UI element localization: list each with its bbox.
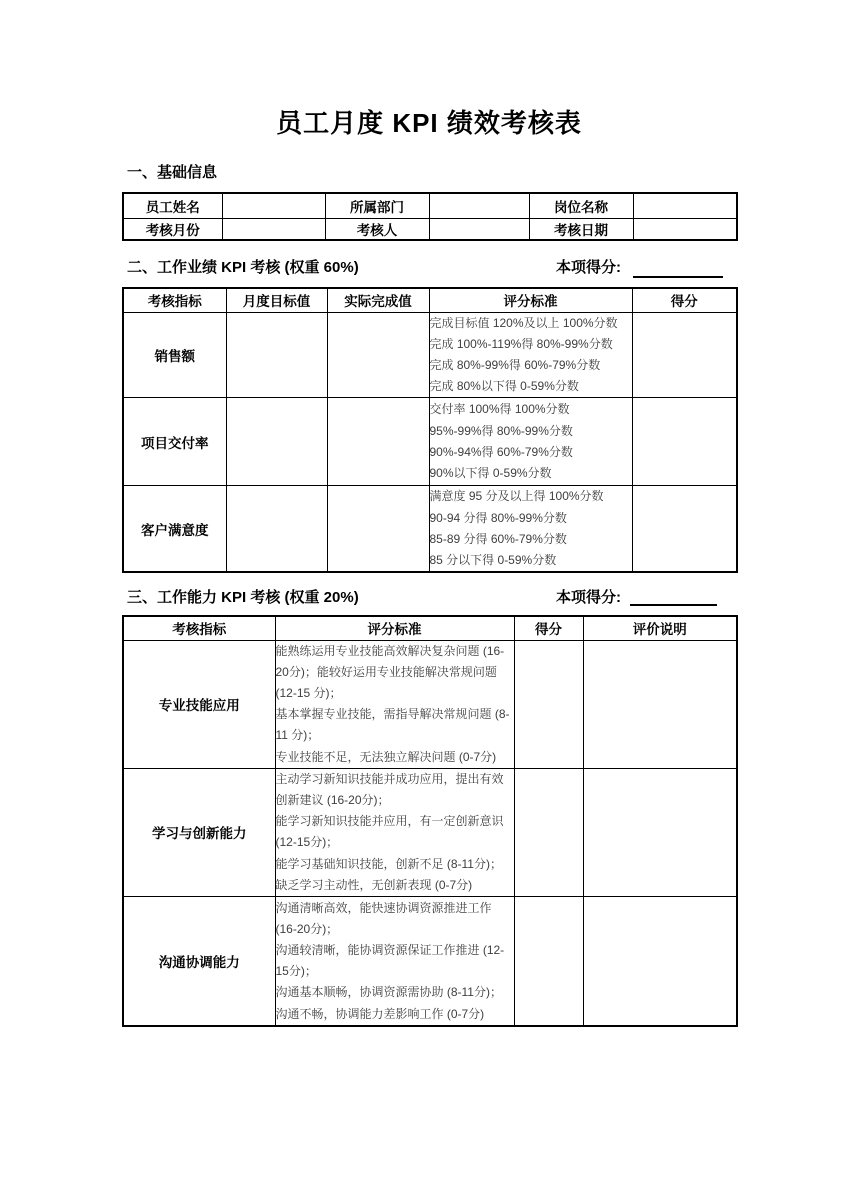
criteria-line: 90-94 分得 80%-99%分数 bbox=[429, 510, 567, 525]
review-date-label: 考核日期 bbox=[529, 218, 633, 240]
col-criteria: 评分标准 bbox=[275, 616, 514, 640]
table-row bbox=[123, 640, 737, 768]
criteria-line: 完成 80%-99%得 60%-79%分数 bbox=[429, 357, 601, 372]
indicator-cell: 项目交付率 bbox=[123, 398, 226, 486]
section-heading-performance: 二、工作业绩 KPI 考核 (权重 60%) bbox=[127, 259, 359, 276]
criteria-line: 85-89 分得 60%-79%分数 bbox=[429, 531, 567, 546]
criteria-line: 85 分以下得 0-59%分数 bbox=[429, 552, 557, 567]
review-month-label: 考核月份 bbox=[123, 218, 222, 240]
criteria-line: 95%-99%得 80%-99%分数 bbox=[429, 423, 573, 438]
table-row bbox=[123, 896, 737, 1026]
position-input[interactable] bbox=[633, 193, 737, 218]
criteria-cell bbox=[275, 640, 514, 768]
score-input[interactable] bbox=[514, 896, 583, 1026]
table-row bbox=[123, 398, 737, 486]
criteria-paragraph: 能学习新知识技能并应用，有一定创新意识 (12-15分)； bbox=[275, 814, 504, 850]
comment-input[interactable] bbox=[583, 768, 737, 896]
criteria-paragraph: 能学习基础知识技能，创新不足 (8-11分)； bbox=[275, 856, 502, 871]
ability-score-input[interactable] bbox=[630, 588, 717, 606]
criteria-paragraph: 主动学习新知识技能并成功应用，提出有效创新建议 (16-20分)； bbox=[275, 771, 504, 807]
table-header-row bbox=[123, 288, 737, 312]
score-input[interactable] bbox=[514, 768, 583, 896]
performance-score-input[interactable] bbox=[633, 260, 723, 278]
col-target: 月度目标值 bbox=[226, 288, 327, 312]
department-input[interactable] bbox=[429, 193, 529, 218]
ability-score-label: 本项得分: bbox=[556, 589, 621, 606]
criteria-line: 完成 100%-119%得 80%-99%分数 bbox=[429, 336, 613, 351]
criteria-line: 满意度 95 分及以上得 100%分数 bbox=[429, 489, 604, 504]
reviewer-label: 考核人 bbox=[325, 218, 429, 240]
score-input[interactable] bbox=[632, 398, 737, 486]
criteria-cell bbox=[429, 486, 632, 572]
criteria-cell bbox=[275, 768, 514, 896]
col-comment: 评价说明 bbox=[583, 616, 737, 640]
employee-name-label: 员工姓名 bbox=[123, 193, 222, 218]
basic-info-row bbox=[123, 218, 737, 240]
criteria-paragraph: 缺乏学习主动性，无创新表现 (0-7分) bbox=[275, 877, 473, 892]
col-score: 得分 bbox=[514, 616, 583, 640]
criteria-cell bbox=[429, 312, 632, 398]
table-row bbox=[123, 768, 737, 896]
indicator-cell: 客户满意度 bbox=[123, 486, 226, 572]
criteria-paragraph: 能熟练运用专业技能高效解决复杂问题 (16-20分)；能较好运用专业技能解决常规问题 (12-15 分)； bbox=[275, 643, 505, 700]
criteria-cell bbox=[429, 398, 632, 486]
reviewer-input[interactable] bbox=[429, 218, 529, 240]
performance-score-label: 本项得分: bbox=[556, 259, 621, 276]
target-input[interactable] bbox=[226, 398, 327, 486]
criteria-paragraph: 沟通不畅，协调能力差影响工作 (0-7分) bbox=[275, 1006, 485, 1021]
department-label: 所属部门 bbox=[325, 193, 429, 218]
review-month-input[interactable] bbox=[222, 218, 325, 240]
section-heading-basic-info: 一、基础信息 bbox=[127, 164, 218, 181]
criteria-line: 90%-94%得 60%-79%分数 bbox=[429, 444, 573, 459]
basic-info-table bbox=[122, 192, 738, 241]
table-row bbox=[123, 486, 737, 572]
section-heading-ability: 三、工作能力 KPI 考核 (权重 20%) bbox=[127, 589, 359, 606]
target-input[interactable] bbox=[226, 312, 327, 398]
actual-input[interactable] bbox=[327, 398, 429, 486]
col-criteria: 评分标准 bbox=[429, 288, 632, 312]
indicator-cell: 销售额 bbox=[123, 312, 226, 398]
table-header-row bbox=[123, 616, 737, 640]
criteria-line: 完成 80%以下得 0-59%分数 bbox=[429, 379, 579, 394]
performance-kpi-table bbox=[122, 287, 738, 573]
comment-input[interactable] bbox=[583, 640, 737, 768]
ability-kpi-table bbox=[122, 615, 738, 1027]
score-input[interactable] bbox=[514, 640, 583, 768]
score-input[interactable] bbox=[632, 312, 737, 398]
criteria-paragraph: 专业技能不足，无法独立解决问题 (0-7分) bbox=[275, 749, 497, 764]
position-label: 岗位名称 bbox=[529, 193, 633, 218]
col-indicator: 考核指标 bbox=[123, 288, 226, 312]
criteria-paragraph: 沟通清晰高效，能快速协调资源推进工作 (16-20分)； bbox=[275, 900, 492, 936]
criteria-line: 90%以下得 0-59%分数 bbox=[429, 466, 552, 481]
criteria-paragraph: 沟通基本顺畅，协调资源需协助 (8-11分)； bbox=[275, 985, 502, 1000]
criteria-paragraph: 基本掌握专业技能，需指导解决常规问题 (8-11 分)； bbox=[275, 707, 510, 743]
comment-input[interactable] bbox=[583, 896, 737, 1026]
actual-input[interactable] bbox=[327, 312, 429, 398]
criteria-cell bbox=[275, 896, 514, 1026]
indicator-cell: 学习与创新能力 bbox=[123, 768, 275, 896]
col-score: 得分 bbox=[632, 288, 737, 312]
actual-input[interactable] bbox=[327, 486, 429, 572]
col-indicator: 考核指标 bbox=[123, 616, 275, 640]
table-row bbox=[123, 312, 737, 398]
criteria-line: 完成目标值 120%及以上 100%分数 bbox=[429, 315, 618, 330]
target-input[interactable] bbox=[226, 486, 327, 572]
basic-info-row bbox=[123, 193, 737, 218]
score-input[interactable] bbox=[632, 486, 737, 572]
page-title: 员工月度 KPI 绩效考核表 bbox=[276, 108, 582, 138]
indicator-cell: 专业技能应用 bbox=[123, 640, 275, 768]
criteria-paragraph: 沟通较清晰，能协调资源保证工作推进 (12-15分)； bbox=[275, 942, 505, 979]
criteria-line: 交付率 100%得 100%分数 bbox=[429, 402, 570, 417]
col-actual: 实际完成值 bbox=[327, 288, 429, 312]
employee-name-input[interactable] bbox=[222, 193, 325, 218]
review-date-input[interactable] bbox=[633, 218, 737, 240]
indicator-cell: 沟通协调能力 bbox=[123, 896, 275, 1026]
